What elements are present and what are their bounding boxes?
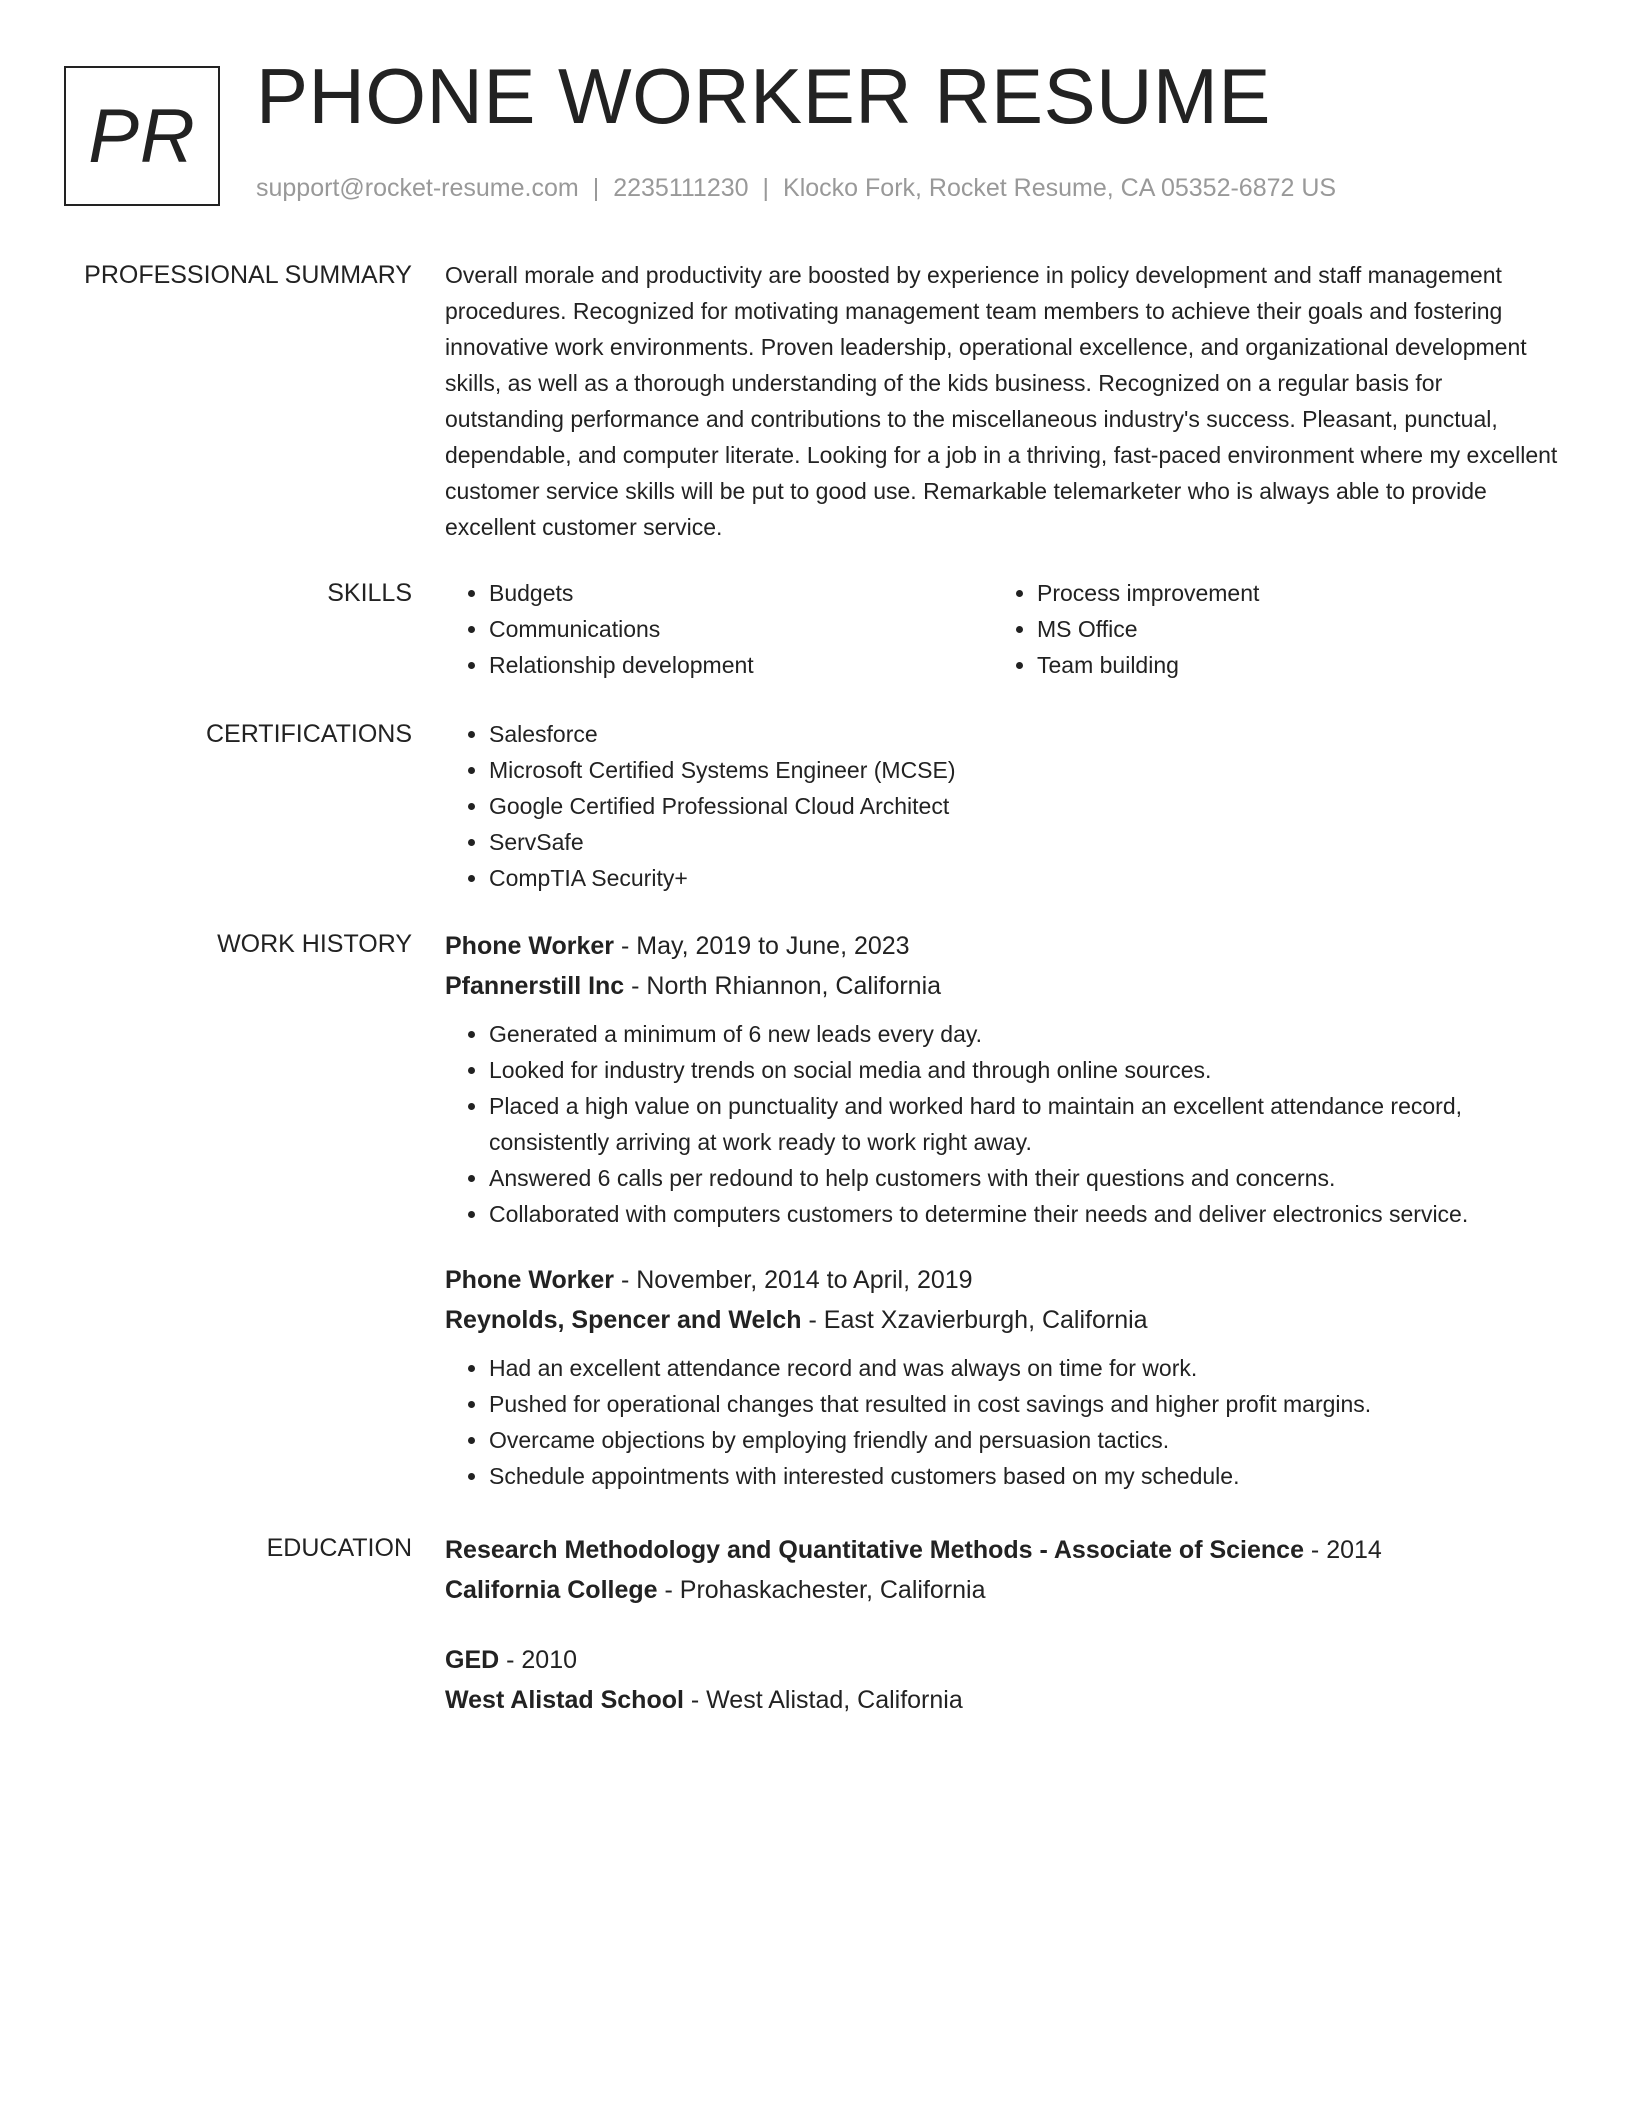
education-heading: EDUCATION xyxy=(266,1534,412,1562)
job-duty: • Had an excellent attendance record and was always on time for work. xyxy=(489,1350,1565,1386)
job-title: Phone Worker xyxy=(445,1266,615,1294)
education-school: West Alistad School xyxy=(445,1686,684,1714)
resume-title: PHONE WORKER RESUME xyxy=(256,52,1271,140)
job-duty: • Looked for industry trends on social media and through online sources. xyxy=(489,1052,1565,1088)
education-location: - Prohaskachester, California xyxy=(657,1576,986,1604)
job-duties-list xyxy=(445,1350,1565,1494)
certifications-list xyxy=(445,716,1565,896)
certifications-body xyxy=(445,716,1565,896)
job-company-line xyxy=(445,966,1565,1006)
job-dates: - May, 2019 to June, 2023 xyxy=(614,932,910,960)
job-title: Phone Worker xyxy=(445,932,615,960)
education-body xyxy=(445,1530,1565,1750)
job-location: - East Xzavierburgh, California xyxy=(801,1306,1148,1334)
contact-separator: | xyxy=(592,174,600,202)
contact-email[interactable]: support@rocket-resume.com xyxy=(256,174,579,202)
summary-heading: PROFESSIONAL SUMMARY xyxy=(84,261,412,289)
skill-item: • Budgets xyxy=(489,575,993,611)
job-duty: • Schedule appointments with interested customers based on my schedule. xyxy=(489,1458,1565,1494)
certification-item: • Google Certified Professional Cloud Architect xyxy=(489,788,1565,824)
skills-list-right xyxy=(993,575,1541,683)
skill-item: • Relationship development xyxy=(489,647,993,683)
education-school-line xyxy=(445,1570,1565,1610)
job-title-line xyxy=(445,926,1565,966)
skill-item: • Communications xyxy=(489,611,993,647)
education-entry xyxy=(445,1530,1565,1610)
skills-list-left xyxy=(445,575,993,683)
summary-body xyxy=(445,257,1565,545)
summary-text: Overall morale and productivity are boosted by experience in policy development and staff management procedures. Recognized for motivating management team members to achieve their goals and fostering innovative work environments. Proven leadership, operational excellence, and organizational development skills, as well as a thorough understanding of the kids business. Recognized on a regular basis for outstanding performance and contributions to the miscellaneous industry's success. Pleasant, punctual, dependable, and computer literate. Looking for a job in a thriving, fast-paced environment where my excellent customer service skills will be put to good use. Remarkable telemarketer who is always able to provide excellent customer service. xyxy=(445,262,1558,540)
job-duty: • Overcame objections by employing friendly and persuasion tactics. xyxy=(489,1422,1565,1458)
skills-body xyxy=(445,575,1565,683)
contact-separator: | xyxy=(762,174,770,202)
job-duties-list xyxy=(445,1016,1565,1232)
certifications-heading: CERTIFICATIONS xyxy=(205,720,412,748)
certification-item: • CompTIA Security+ xyxy=(489,860,1565,896)
certification-item: • Salesforce xyxy=(489,716,1565,752)
job-entry xyxy=(445,1260,1565,1494)
education-year: - 2014 xyxy=(1303,1536,1382,1564)
job-entry xyxy=(445,926,1565,1232)
job-duty: • Pushed for operational changes that resulted in cost savings and higher profit margins. xyxy=(489,1386,1565,1422)
education-school: California College xyxy=(445,1576,658,1604)
education-year: - 2010 xyxy=(499,1646,578,1674)
education-entry xyxy=(445,1640,1565,1720)
certification-item: • Microsoft Certified Systems Engineer (MCSE) xyxy=(489,752,1565,788)
job-duty: • Placed a high value on punctuality and worked hard to maintain an excellent attendance record, consistently arriving at work ready to work right away. xyxy=(489,1088,1565,1160)
job-duty: • Generated a minimum of 6 new leads every day. xyxy=(489,1016,1565,1052)
education-degree: GED xyxy=(445,1646,500,1674)
certification-item: • ServSafe xyxy=(489,824,1565,860)
job-duty: • Collaborated with computers customers to determine their needs and deliver electronics service. xyxy=(489,1196,1565,1232)
monogram-logo: PR xyxy=(64,66,220,206)
education-degree-line xyxy=(445,1530,1565,1570)
job-title-line xyxy=(445,1260,1565,1300)
job-location: - North Rhiannon, California xyxy=(624,972,942,1000)
skills-heading: SKILLS xyxy=(327,579,412,607)
job-company-line xyxy=(445,1300,1565,1340)
job-duty: • Answered 6 calls per redound to help customers with their questions and concerns. xyxy=(489,1160,1565,1196)
skill-item: • MS Office xyxy=(1037,611,1541,647)
education-degree-line xyxy=(445,1640,1565,1680)
education-location: - West Alistad, California xyxy=(683,1686,963,1714)
job-dates: - November, 2014 to April, 2019 xyxy=(614,1266,973,1294)
job-company: Pfannerstill Inc xyxy=(445,972,625,1000)
work-history-body xyxy=(445,926,1565,1522)
skill-item: • Team building xyxy=(1037,647,1541,683)
work-history-heading: WORK HISTORY xyxy=(217,930,412,958)
education-school-line xyxy=(445,1680,1565,1720)
contact-phone[interactable]: 2235111230 xyxy=(613,174,749,202)
contact-address: Klocko Fork, Rocket Resume, CA 05352-6872 US xyxy=(783,174,1337,202)
education-degree: Research Methodology and Quantitative Methods - Associate of Science xyxy=(445,1536,1304,1564)
skill-item: • Process improvement xyxy=(1037,575,1541,611)
contact-line xyxy=(256,174,1336,203)
job-company: Reynolds, Spencer and Welch xyxy=(445,1306,802,1334)
